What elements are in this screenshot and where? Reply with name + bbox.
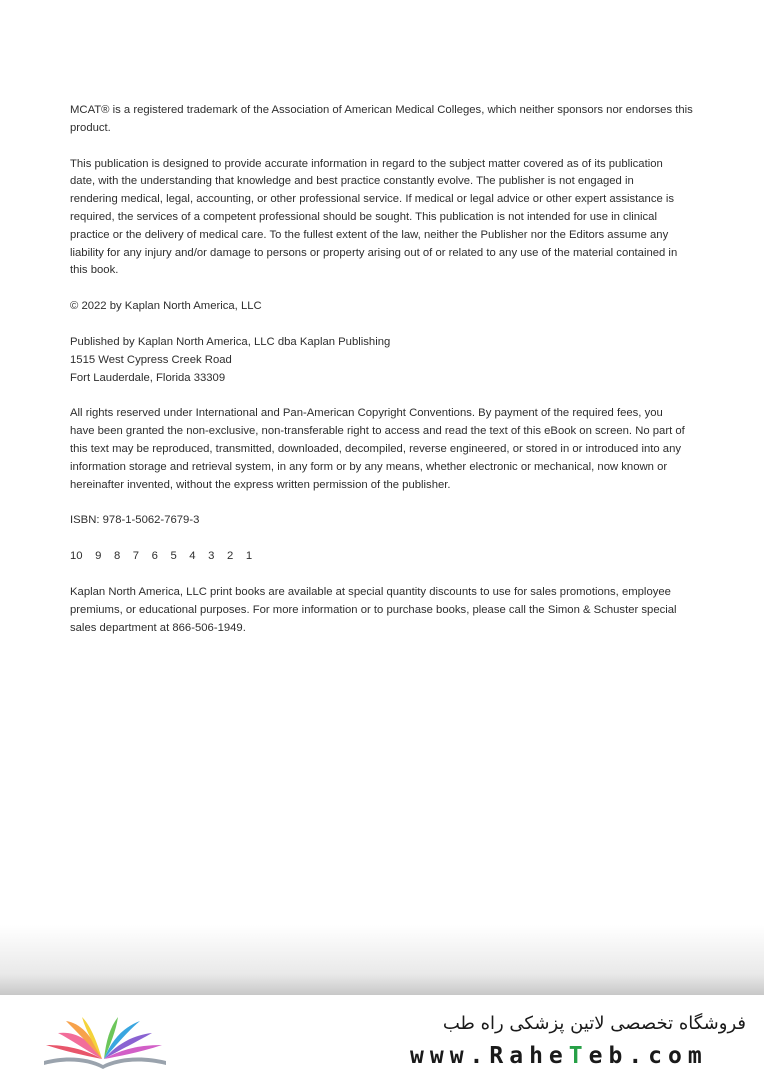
open-book-logo-icon xyxy=(40,1009,170,1073)
text-line: 1515 West Cypress Creek Road xyxy=(70,353,232,366)
text-line: practice or the delivery of medical care. To the fullest extent of the law, neither the Publisher nor the Editors assume any xyxy=(70,228,669,241)
text-line: MCAT® is a registered trademark of the Association of American Medical Colleges, which neither sponsors nor endorses this xyxy=(70,104,693,116)
text-line: sales department at 866-506-1949. xyxy=(70,621,246,634)
text-line: rendering medical, legal, accounting, or other professional service. If medical or legal advice or other expert assistance is xyxy=(70,193,675,206)
text-line: ISBN: 978-1-5062-7679-3 xyxy=(70,514,200,527)
print-line: 10 9 8 7 6 5 4 3 2 1 xyxy=(70,550,253,563)
text-line: liability for any injury and/or damage to persons or property arising out of or related to any use of the material contained in xyxy=(70,246,678,259)
text-line: © 2022 by Kaplan North America, LLC xyxy=(70,300,262,313)
url-accent: T xyxy=(568,1043,589,1069)
url-suffix: eb.com xyxy=(588,1043,708,1069)
text-line: This publication is designed to provide accurate information in regard to the subject matter covered as of its publication xyxy=(70,157,663,170)
copyright-page xyxy=(70,102,698,655)
text-line: this text may be reproduced, transmitted, downloaded, decompiled, reverse engineered, or stored in or introduced into any xyxy=(70,442,682,455)
rights-paragraph xyxy=(70,405,698,494)
trademark-paragraph xyxy=(70,102,698,138)
shop-url xyxy=(410,1043,708,1069)
text-line: Published by Kaplan North America, LLC dba Kaplan Publishing xyxy=(70,335,391,348)
url-prefix: www.Rahe xyxy=(410,1043,569,1069)
isbn xyxy=(70,512,698,530)
text-line: Fort Lauderdale, Florida 33309 xyxy=(70,371,226,384)
text-line: hereinafter invented, without the express written permission of the publisher. xyxy=(70,478,451,491)
publisher-address xyxy=(70,334,698,387)
text-line: Kaplan North America, LLC print books are available at special quantity discounts to use for sales promotions, employee xyxy=(70,585,671,598)
shop-title: فروشگاه تخصصی لاتین پزشکی راه طب xyxy=(442,1013,746,1034)
text-line: have been granted the non-exclusive, non-transferable right to access and read the text of this eBook on screen. No part of xyxy=(70,425,685,438)
text-line: this book. xyxy=(70,264,119,277)
text-line: premiums, or educational purposes. For more information or to purchase books, please call the Simon & Schuster special xyxy=(70,603,677,616)
sales-paragraph xyxy=(70,584,698,637)
text-line: date, with the understanding that knowledge and best practice constantly evolve. The publisher is not engaged in xyxy=(70,175,634,188)
copyright-notice xyxy=(70,298,698,316)
text-line: product. xyxy=(70,121,111,134)
text-line: required, the services of a competent professional should be sought. This publication is not intended for use in clinical xyxy=(70,210,657,223)
disclaimer-paragraph xyxy=(70,156,698,281)
text-line: All rights reserved under International and Pan-American Copyright Conventions. By payment of the required fees, you xyxy=(70,407,663,420)
watermark-footer xyxy=(0,995,764,1080)
footer-shadow xyxy=(0,925,764,995)
text-line: information storage and retrieval system, in any form or by any means, whether electronic or mechanical, now known or xyxy=(70,460,668,473)
